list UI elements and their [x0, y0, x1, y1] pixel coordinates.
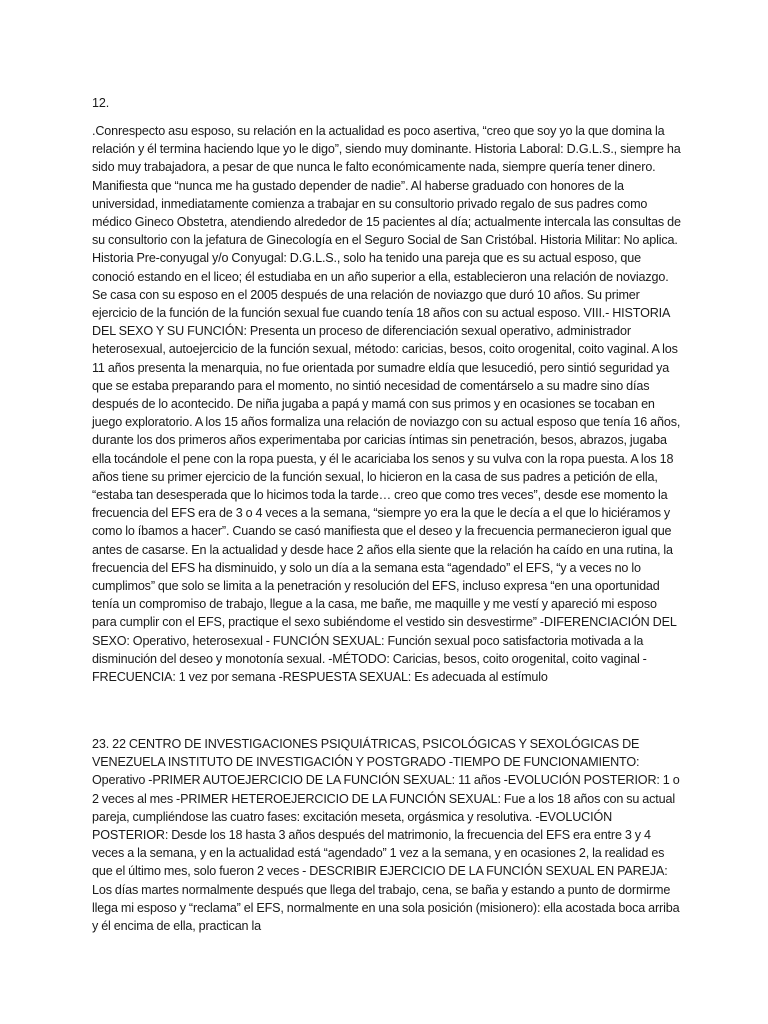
body-paragraph: 23. 22 CENTRO DE INVESTIGACIONES PSIQUIÁTRICAS, PSICOLÓGICAS Y SEXOLÓGICAS DE VENEZUELA INSTITUTO DE INVESTIGACIÓN Y POSTGRADO -TIEMPO DE FUNCIONAMIENTO: Operativo -PRIMER AUTOEJERCICIO DE LA FUNCIÓN SEXUAL: 11 años -EVOLUCIÓN POSTERIOR: 1 o 2 veces al mes -PRIMER HETEROEJERCICIO DE LA FUNCIÓN SEXUAL: Fue a los 18 años con su actual pareja, cumpliéndose las cuatro fases: excitación meseta, orgásmica y resolutiva. -EVOLUCIÓN POSTERIOR: Desde los 18 hasta 3 años después del matrimonio, la frecuencia del EFS era entre 3 y 4 veces a la semana, y en la actualidad está “agendado” 1 vez a la semana, y en ocasiones 2, la realidad es que el último mes, solo fueron 2 veces - DESCRIBIR EJERCICIO DE LA FUNCIÓN SEXUAL EN PAREJA: Los días martes normalmente después que llega del trabajo, cena, se baña y estando a punto de dormirme llega mi esposo y “reclama” el EFS, normalmente en una sola posición (misionero): ella acostada boca arriba y él encima de ella, practican la: [92, 737, 680, 934]
page-number: 12.: [92, 96, 110, 110]
body-paragraph: .Conrespecto asu esposo, su relación en la actualidad es poco asertiva, “creo que soy yo la que domina la relación y él termina haciendo lque yo le digo”, siendo muy dominante. Historia Laboral: D.G.L.S., siempre ha sido muy trabajadora, a pesar de que nunca le falto económicamente nada, siempre quería tener dinero. Manifiesta que “nunca me ha gustado depender de nadie”. Al haberse graduado con honores de la universidad, inmediatamente comienza a trabajar en su consultorio privado regalo de sus padres como médico Gineco Obstetra, atendiendo alrededor de 15 pacientes al día; actualmente intercala las consultas de su consultorio con la jefatura de Ginecología en el Seguro Social de San Cristóbal. Historia Militar: No aplica. Historia Pre-conyugal y/o Conyugal: D.G.L.S., solo ha tenido una pareja que es su actual esposo, que conoció estando en el liceo; él estudiaba en un año superior a ella, establecieron una relación de noviazgo. Se casa con su esposo en el 2005 después de una relación de noviazgo que duró 10 años. Su primer ejercicio de la función de la función sexual fue cuando tenía 18 años con su actual esposo. VIII.- HISTORIA DEL SEXO Y SU FUNCIÓN: Presenta un proceso de diferenciación sexual operativo, administrador heterosexual, autoejercicio de la función sexual, método: caricias, besos, coito orogenital, coito vaginal. A los 11 años presenta la menarquia, no fue orientada por sumadre eldía que lesucedió, pero sintió seguridad ya que se estaba preparando para el momento, no sintió necesidad de comentárselo a su madre sino días después de lo acontecido. De niña jugaba a papá y mamá con sus primos y en ocasiones se tocaban en juego exploratorio. A los 15 años formaliza una relación de noviazgo con su actual esposo que tenía 16 años, durante los dos primeros años experimentaba por caricias íntimas sin penetración, besos, abrazos, jugaba ella tocándole el pene con la ropa puesta, y él le acariciaba los senos y su vulva con la ropa puesta. A los 18 años tiene su primer ejercicio de la función sexual, lo hicieron en la casa de sus padres a petición de ella, “estaba tan desesperada que lo hicimos toda la tarde… creo que como tres veces”, desde ese momento la frecuencia del EFS era de 3 o 4 veces a la semana, “siempre yo era la que le decía a el que lo hiciéramos y como lo íbamos a hacer”. Cuando se casó manifiesta que el deseo y la frecuencia permanecieron igual que antes de casarse. En la actualidad y desde hace 2 años ella siente que la relación ha caído en una rutina, la frecuencia del EFS ha disminuido, y solo un día a la semana esta “agendado” el EFS, “y a veces no lo cumplimos” que solo se limita a la penetración y resolución del EFS, incluso expresa “en una oportunidad tenía un compromiso de trabajo, llegue a la casa, me bañe, me maquille y me vestí y apareció mi esposo para cumplir con el EFS, practique el sexo subiéndome el vestido sin desvestirme” -DIFERENCIACIÓN DEL SEXO: Operativo, heterosexual - FUNCIÓN SEXUAL: Función sexual poco satisfactoria motivada a la disminución del deseo y monotonía sexual. -MÉTODO: Caricias, besos, coito orogenital, coito vaginal -FRECUENCIA: 1 vez por semana -RESPUESTA SEXUAL: Es adecuada al estímulo: [92, 124, 681, 685]
